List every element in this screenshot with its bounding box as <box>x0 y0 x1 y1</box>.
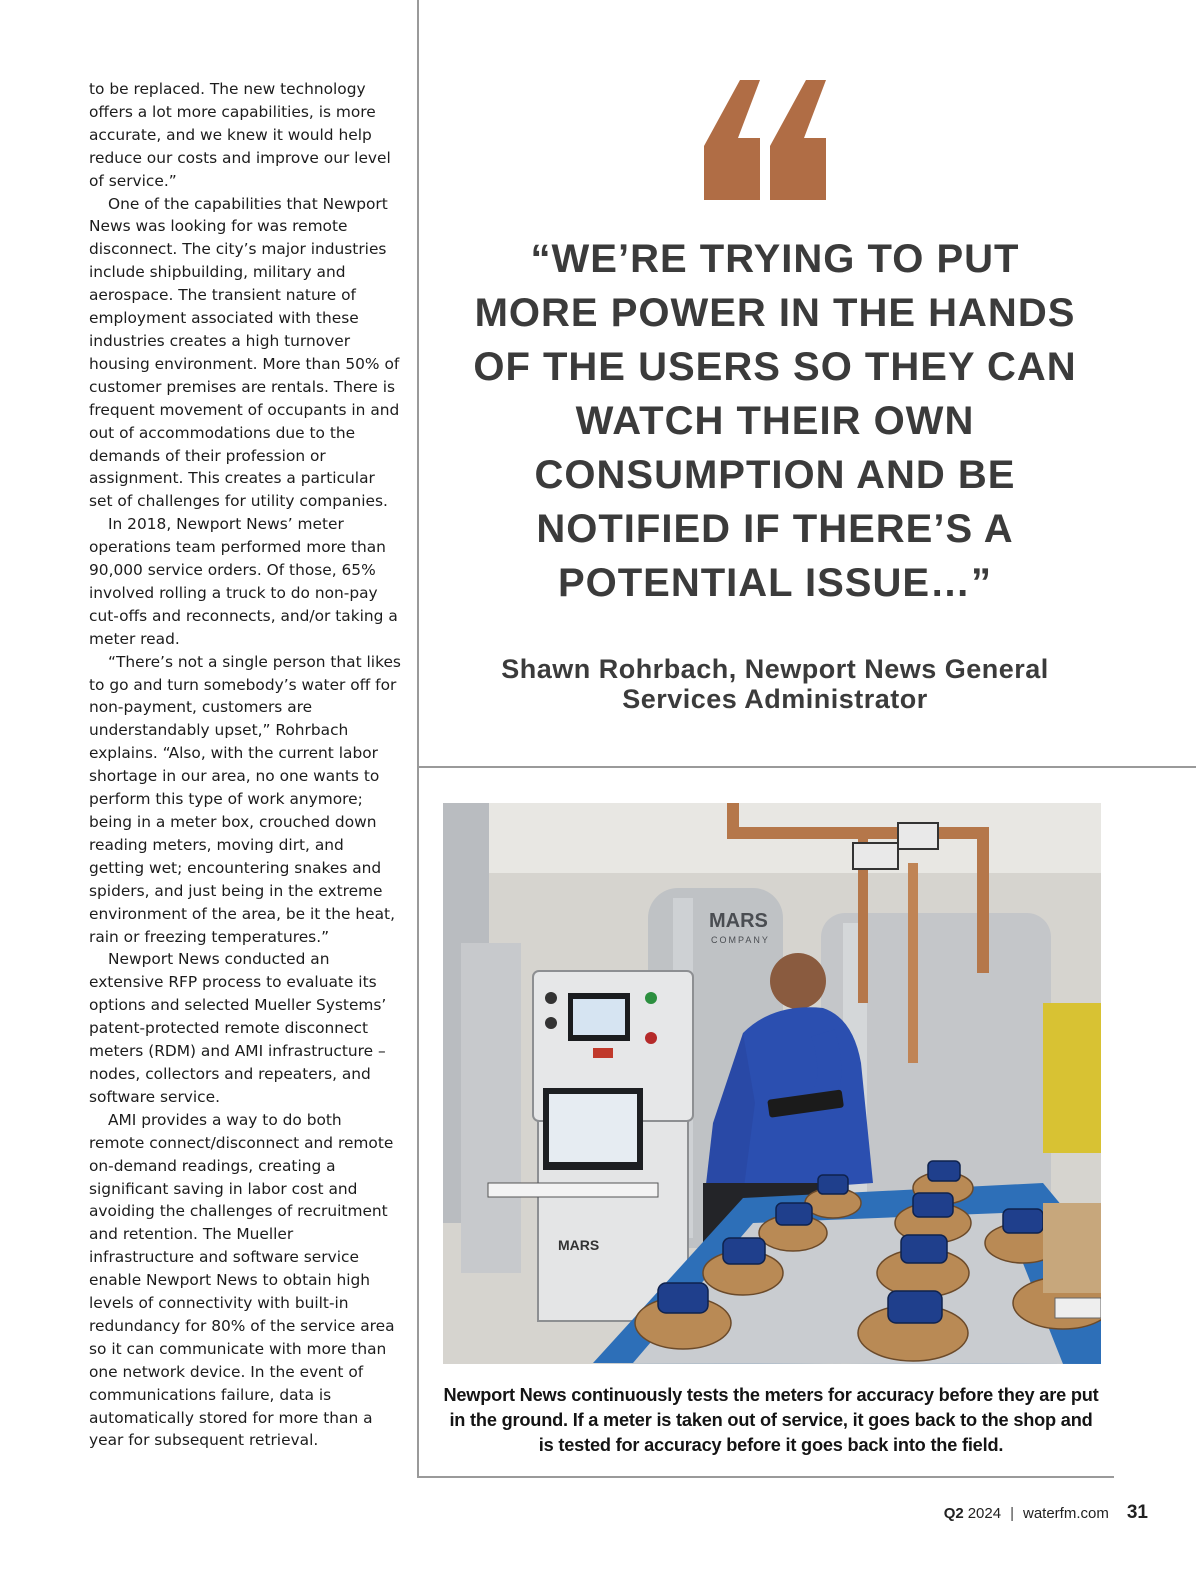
article-paragraph: In 2018, Newport News’ meter operations team performed more than 90,000 service orders. Of those, 65% involved rolling a truck to do non-pay cut-offs and reconnects, and/or taking a meter read. <box>89 515 398 648</box>
quote-mark-icon <box>702 80 828 200</box>
article-paragraph: Newport News conducted an extensive RFP process to evaluate its options and selected Mueller Systems’ patent-protected remote disconnect meters (RDM) and AMI infrastructure – nodes, collectors and repeaters, and software service. <box>89 950 387 1106</box>
page-folio <box>944 1502 1148 1524</box>
column-divider <box>417 0 419 1478</box>
article-paragraph: “There’s not a single person that likes to go and turn somebody’s water off for non-payment, customers are understandably upset,” Rohrbach explains. “Also, with the current labor shortage in our area, no one wants to perform this type of work anymore; being in a meter box, crouched down reading meters, moving dirt, and getting wet; encountering snakes and spiders, and just being in the extreme environment of the area, be it the heat, rain or freezing temperatures.” <box>89 652 401 946</box>
issue-year: 2024 <box>967 1505 1002 1522</box>
quote-divider <box>417 766 1196 768</box>
tank-logo-text: MARS <box>709 910 768 932</box>
caption-divider <box>417 1476 1114 1478</box>
issue-label: Q2 <box>943 1505 964 1522</box>
console-logo-text: MARS <box>558 1237 600 1253</box>
pull-quote: “WE’RE TRYING TO PUT MORE POWER IN THE HANDS OF THE USERS SO THEY CAN WATCH THEIR OWN CONSUMPTION AND BE NOTIFIED IF THERE’S A POTENTIAL ISSUE…” <box>473 237 1077 605</box>
tank-logo-subtext: COMPANY <box>711 935 770 945</box>
folio-separator: | <box>1010 1505 1014 1522</box>
photo-caption: Newport News continuously tests the meters for accuracy before they are put in the ground. If a meter is taken out of service, it goes back to the shop and is tested for accuracy before it goes back into the field. <box>443 1385 1099 1455</box>
article-paragraph: One of the capabilities that Newport News was looking for was remote disconnect. The city’s major industries include shipbuilding, military and aerospace. The transient nature of employment associated with these industries creates a high turnover housing environment. More than 50% of customer premises are rentals. There is frequent movement of occupants in and out of accommodations due to the demands of their profession or assignment. This creates a particular set of challenges for utility companies. <box>89 194 400 511</box>
page-number: 31 <box>1126 1502 1148 1523</box>
article-paragraph: AMI provides a way to do both remote connect/disconnect and remote on-demand readings, creating a significant saving in labor cost and avoiding the challenges of recruitment and retention. The Mueller infrastructure and software service enable Newport News to obtain high levels of connectivity with built-in redundancy for 80% of the service area so it can communicate with more than one network device. In the event of communications failure, data is automatically stored for more than a year for subsequent retrieval. <box>89 1110 395 1450</box>
article-column <box>89 78 401 1452</box>
pull-quote-attribution: Shawn Rohrbach, Newport News General Services Administrator <box>501 654 1049 714</box>
site-link[interactable]: waterfm.com <box>1023 1505 1109 1522</box>
meter-testing-photo <box>443 803 1101 1364</box>
article-paragraph: to be replaced. The new technology offers a lot more capabilities, is more accurate, and we knew it would help reduce our costs and improve our level of service.” <box>89 80 391 190</box>
